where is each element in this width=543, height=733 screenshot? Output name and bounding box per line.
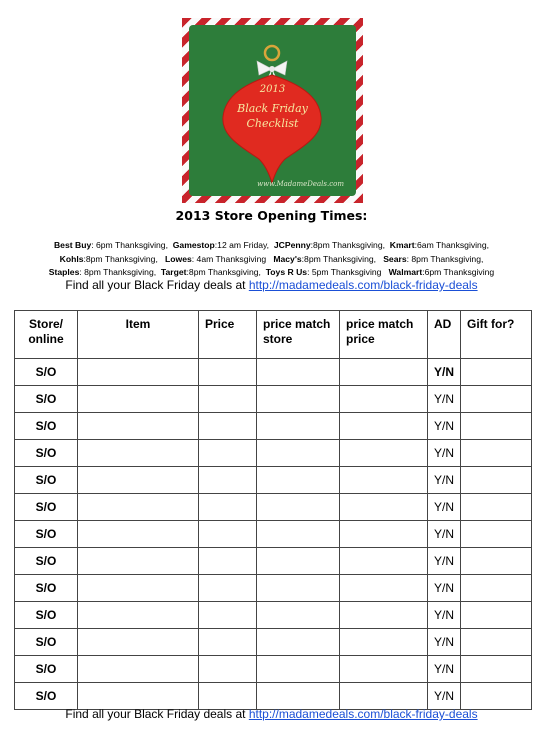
table-row	[15, 548, 532, 575]
cell-ad: Y/N	[428, 386, 461, 413]
store-time: :6pm Thanksgiving	[422, 267, 495, 278]
cell-price-match-price[interactable]	[340, 548, 428, 575]
cell-gift-for[interactable]	[461, 629, 532, 656]
store-name: Walmart	[388, 267, 423, 278]
cell-item[interactable]	[78, 548, 199, 575]
cell-price[interactable]	[199, 602, 257, 629]
cell-price-match-store[interactable]	[257, 467, 340, 494]
cell-gift-for[interactable]	[461, 413, 532, 440]
find-deals-top	[0, 278, 543, 292]
find-deals-text: Find all your Black Friday deals at	[65, 278, 249, 292]
cell-price[interactable]	[199, 629, 257, 656]
cell-ad: Y/N	[428, 494, 461, 521]
cell-price-match-price[interactable]	[340, 413, 428, 440]
cell-ad: Y/N	[428, 629, 461, 656]
store-time: :8pm Thanksgiving,	[83, 253, 158, 264]
cell-ad: Y/N	[428, 656, 461, 683]
cell-item[interactable]	[78, 521, 199, 548]
cell-price-match-store[interactable]	[257, 359, 340, 386]
store-name: Gamestop	[172, 240, 215, 250]
find-deals-bottom	[0, 707, 543, 721]
cell-price-match-store[interactable]	[257, 521, 340, 548]
cell-item[interactable]	[78, 467, 199, 494]
cell-gift-for[interactable]	[461, 656, 532, 683]
badge-site: www.MadameDeals.com	[257, 180, 344, 188]
cell-store-online: S/O	[15, 359, 78, 386]
col-header-store-online: Store/ online	[15, 311, 78, 359]
cell-store-online: S/O	[15, 440, 78, 467]
cell-price-match-price[interactable]	[340, 602, 428, 629]
cell-price-match-store[interactable]	[257, 386, 340, 413]
store-name: Best Buy	[53, 240, 92, 250]
cell-price-match-store[interactable]	[257, 602, 340, 629]
cell-store-online: S/O	[15, 548, 78, 575]
cell-ad: Y/N	[428, 467, 461, 494]
store-name: Toys R Us	[265, 267, 308, 278]
cell-store-online: S/O	[15, 521, 78, 548]
find-deals-link[interactable]: http://madamedeals.com/black-friday-deals	[248, 278, 478, 292]
table-row	[15, 359, 532, 386]
store-name: JCPenny	[273, 240, 311, 250]
cell-price[interactable]	[199, 467, 257, 494]
cell-price-match-store[interactable]	[257, 629, 340, 656]
cell-price-match-store[interactable]	[257, 440, 340, 467]
cell-price-match-store[interactable]	[257, 548, 340, 575]
cell-store-online: S/O	[15, 683, 78, 710]
cell-item[interactable]	[78, 386, 199, 413]
cell-ad: Y/N	[428, 521, 461, 548]
table-row	[15, 494, 532, 521]
cell-price-match-price[interactable]	[340, 467, 428, 494]
cell-item[interactable]	[78, 359, 199, 386]
store-name: Lowes	[165, 253, 192, 264]
table-header-row	[15, 311, 532, 359]
find-deals-link[interactable]: http://madamedeals.com/black-friday-deals	[248, 707, 478, 721]
store-time: : 4am Thanksgiving	[191, 253, 267, 264]
store-time: :8pm Thanksgiving,	[186, 267, 261, 278]
cell-price-match-store[interactable]	[257, 575, 340, 602]
cell-price-match-store[interactable]	[257, 413, 340, 440]
cell-item[interactable]	[78, 575, 199, 602]
cell-ad: Y/N	[428, 548, 461, 575]
cell-gift-for[interactable]	[461, 683, 532, 710]
table-row	[15, 386, 532, 413]
cell-store-online: S/O	[15, 494, 78, 521]
cell-store-online: S/O	[15, 413, 78, 440]
store-time: : 5pm Thanksgiving	[307, 267, 382, 278]
cell-price-match-price[interactable]	[340, 656, 428, 683]
cell-ad: Y/N	[428, 359, 461, 386]
cell-ad: Y/N	[428, 602, 461, 629]
cell-gift-for[interactable]	[461, 386, 532, 413]
badge-title-line1: Black Friday	[237, 102, 308, 115]
badge-green-panel	[189, 25, 356, 196]
cell-price-match-price[interactable]	[340, 359, 428, 386]
table-row	[15, 683, 532, 710]
table-row	[15, 467, 532, 494]
table-row	[15, 521, 532, 548]
cell-price-match-store[interactable]	[257, 683, 340, 710]
cell-price-match-store[interactable]	[257, 494, 340, 521]
cell-price-match-price[interactable]	[340, 494, 428, 521]
store-name: Kohls	[59, 253, 84, 264]
cell-item[interactable]	[78, 629, 199, 656]
cell-store-online: S/O	[15, 602, 78, 629]
badge-year: 2013	[259, 84, 286, 95]
cell-price[interactable]	[199, 386, 257, 413]
cell-item[interactable]	[78, 656, 199, 683]
cell-price[interactable]	[199, 683, 257, 710]
cell-price[interactable]	[199, 656, 257, 683]
cell-store-online: S/O	[15, 575, 78, 602]
store-name: Target	[160, 267, 187, 278]
cell-item[interactable]	[78, 494, 199, 521]
cell-price[interactable]	[199, 413, 257, 440]
times-line-1	[20, 239, 523, 253]
cell-store-online: S/O	[15, 467, 78, 494]
cell-price[interactable]	[199, 575, 257, 602]
table-row	[15, 656, 532, 683]
find-deals-text: Find all your Black Friday deals at	[65, 707, 249, 721]
table-row	[15, 440, 532, 467]
cell-item[interactable]	[78, 602, 199, 629]
store-time: : 8pm Thanksgiving,	[406, 253, 484, 264]
store-opening-times	[20, 239, 523, 280]
page-heading: 2013 Store Opening Times:	[175, 208, 368, 223]
cell-gift-for[interactable]	[461, 440, 532, 467]
badge-title-line2: Checklist	[246, 117, 299, 130]
cell-item[interactable]	[78, 440, 199, 467]
col-header-ad: AD	[428, 311, 461, 359]
cell-ad: Y/N	[428, 440, 461, 467]
store-time: : 8pm Thanksgiving,	[79, 267, 157, 278]
cell-ad: Y/N	[428, 683, 461, 710]
cell-store-online: S/O	[15, 656, 78, 683]
cell-price-match-price[interactable]	[340, 521, 428, 548]
store-time: :8pm Thanksgiving,	[301, 253, 377, 264]
cell-gift-for[interactable]	[461, 575, 532, 602]
col-header-gift-for: Gift for?	[461, 311, 532, 359]
cell-ad: Y/N	[428, 575, 461, 602]
cell-item[interactable]	[78, 683, 199, 710]
store-name: Staples	[48, 267, 80, 278]
cell-price[interactable]	[199, 440, 257, 467]
cell-gift-for[interactable]	[461, 602, 532, 629]
table-row	[15, 602, 532, 629]
cell-price[interactable]	[199, 521, 257, 548]
cell-price-match-price[interactable]	[340, 440, 428, 467]
cell-price[interactable]	[199, 494, 257, 521]
cell-price-match-price[interactable]	[340, 386, 428, 413]
col-header-item: Item	[78, 311, 199, 359]
cell-price-match-price[interactable]	[340, 629, 428, 656]
col-header-price-match-store: price match store	[257, 311, 340, 359]
cell-gift-for[interactable]	[461, 548, 532, 575]
cell-price-match-store[interactable]	[257, 656, 340, 683]
store-time: :8pm Thanksgiving,	[310, 240, 386, 250]
table-row	[15, 575, 532, 602]
col-header-price-match-price: price match price	[340, 311, 428, 359]
cell-item[interactable]	[78, 413, 199, 440]
times-line-2	[20, 253, 523, 267]
cell-gift-for[interactable]	[461, 359, 532, 386]
cell-ad: Y/N	[428, 413, 461, 440]
store-name: Kmart	[389, 240, 415, 250]
store-time: : 6pm Thanksgiving,	[91, 240, 168, 250]
cell-gift-for[interactable]	[461, 494, 532, 521]
cell-store-online: S/O	[15, 629, 78, 656]
cell-price-match-price[interactable]	[340, 575, 428, 602]
store-name: Sears	[383, 253, 407, 264]
cell-price-match-price[interactable]	[340, 683, 428, 710]
cell-price[interactable]	[199, 359, 257, 386]
cell-price[interactable]	[199, 548, 257, 575]
cell-gift-for[interactable]	[461, 521, 532, 548]
store-time: :12 am Friday,	[214, 240, 270, 250]
checklist-table	[14, 310, 532, 710]
cell-store-online: S/O	[15, 386, 78, 413]
cell-gift-for[interactable]	[461, 467, 532, 494]
table-row	[15, 629, 532, 656]
black-friday-checklist-badge	[182, 18, 363, 203]
store-name: Macy's	[273, 253, 302, 264]
col-header-price: Price	[199, 311, 257, 359]
table-row	[15, 413, 532, 440]
store-time: :6am Thanksgiving,	[414, 240, 490, 250]
